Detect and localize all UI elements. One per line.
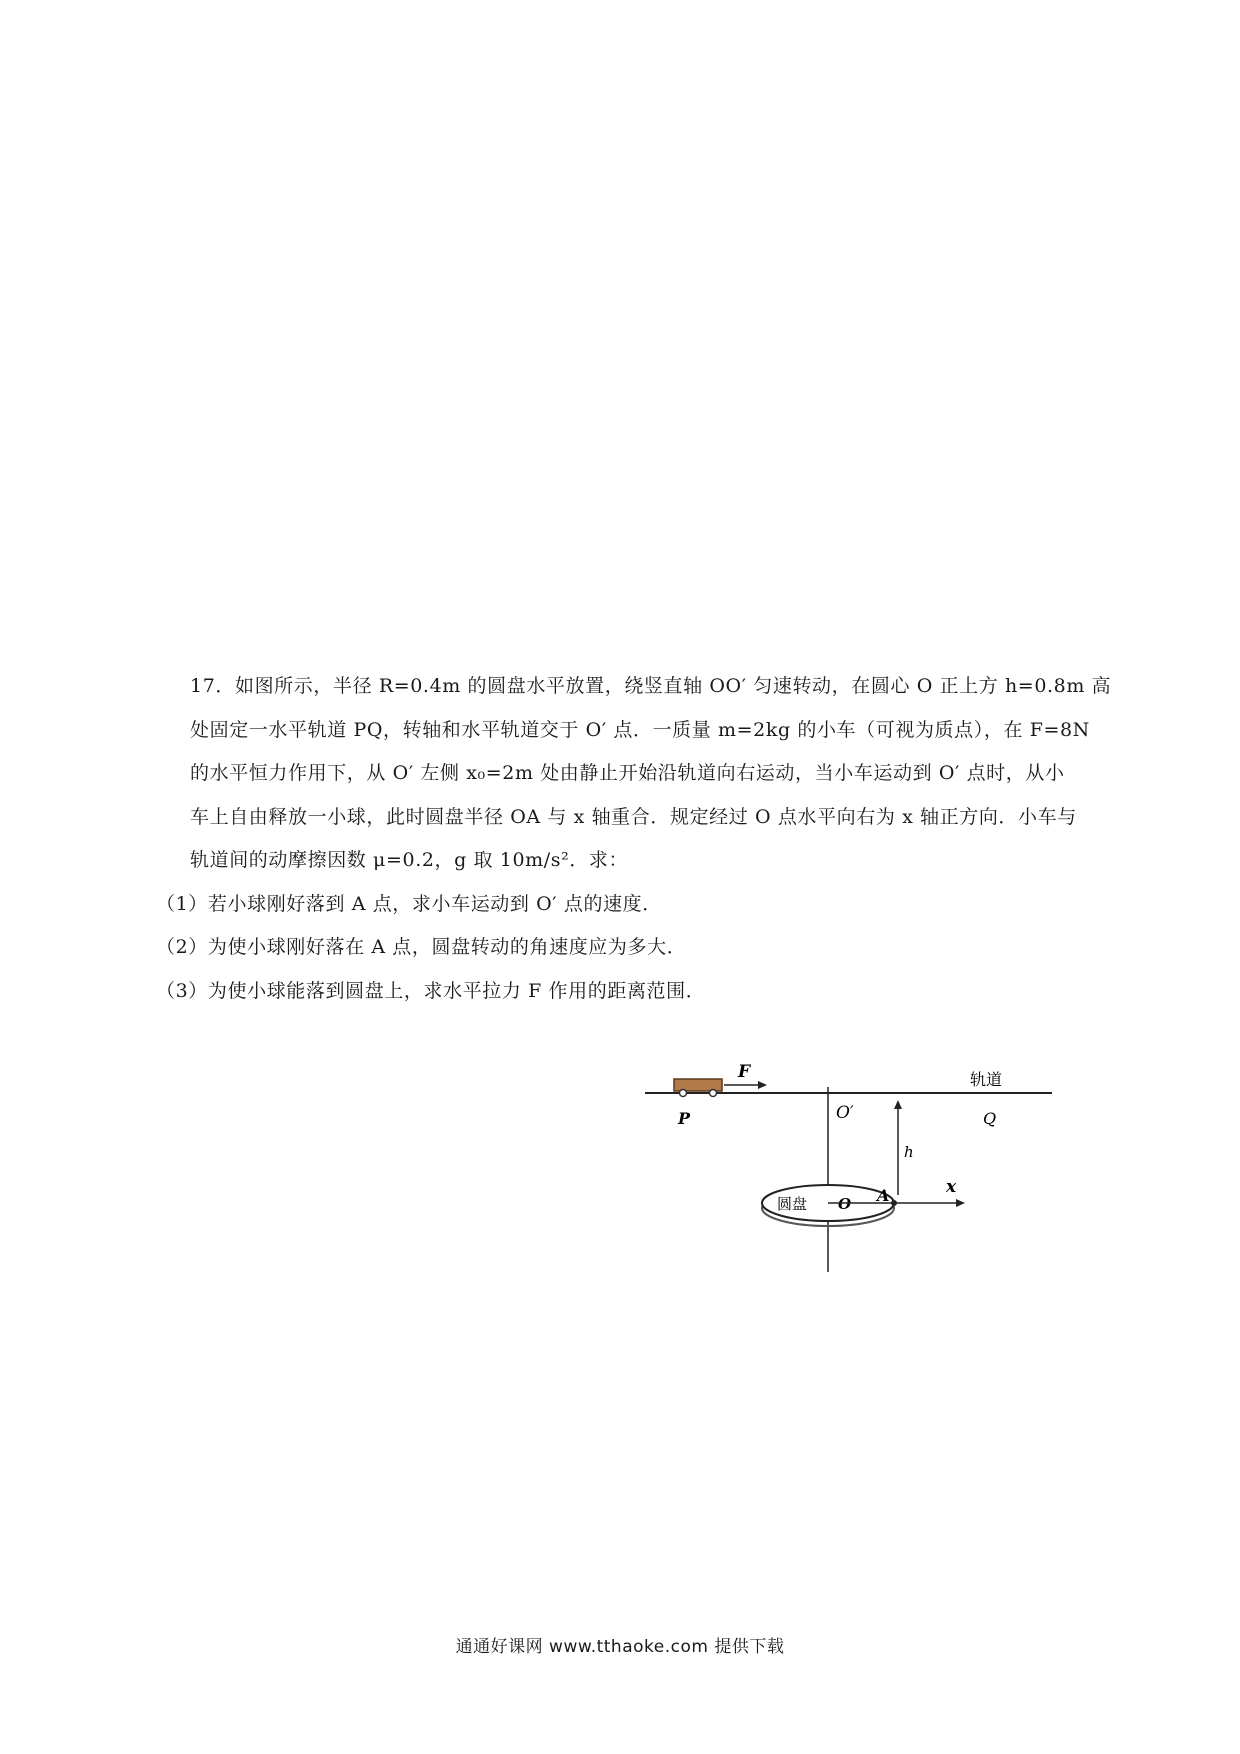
label-A: A	[877, 1186, 890, 1205]
label-P: P	[678, 1109, 691, 1128]
problem-line-1: 17．如图所示，半径 R=0.4m 的圆盘水平放置，绕竖直轴 OO′ 匀速转动，在圆心 O 正上方 h=0.8m 高	[190, 675, 1112, 697]
problem-line-4: 车上自由释放一小球，此时圆盘半径 OA 与 x 轴重合．规定经过 O 点水平向右为 x 轴正方向．小车与	[190, 805, 1077, 828]
label-x: x	[946, 1177, 957, 1197]
problem-figure	[640, 1060, 1060, 1275]
problem-line-3: 的水平恒力作用下，从 O′ 左侧 x₀=2m 处由静止开始沿轨道向右运动，当小车运动到 O′ 点时，从小	[190, 762, 1065, 784]
label-F: F	[738, 1062, 751, 1082]
label-h: h	[904, 1143, 914, 1161]
problem-line-2: 处固定一水平轨道 PQ，转轴和水平轨道交于 O′ 点．一质量 m=2kg 的小车（可视为质点），在 F=8N	[190, 718, 1090, 741]
label-O: O	[838, 1195, 852, 1213]
question-2: （2）为使小球刚好落在 A 点，圆盘转动的角速度应为多大．	[156, 936, 687, 958]
question-3: （3）为使小球能落到圆盘上，求水平拉力 F 作用的距离范围．	[156, 979, 706, 1002]
footer-credit: 通通好课网 www.tthaoke.com 提供下载	[455, 1637, 785, 1657]
label-O-prime: O′	[836, 1103, 854, 1123]
label-Q: Q	[983, 1109, 997, 1128]
label-track: 轨道	[970, 1070, 1003, 1089]
force-arrow-head	[758, 1081, 767, 1089]
height-arrow-head	[894, 1100, 902, 1109]
problem-line-5: 轨道间的动摩擦因数 μ=0.2，g 取 10m/s²．求：	[190, 849, 629, 871]
problem-17	[156, 665, 1112, 1013]
question-1: （1）若小球刚好落到 A 点，求小车运动到 O′ 点的速度．	[156, 892, 662, 915]
x-axis-head	[956, 1199, 965, 1207]
label-disc: 圆盘	[777, 1195, 808, 1213]
